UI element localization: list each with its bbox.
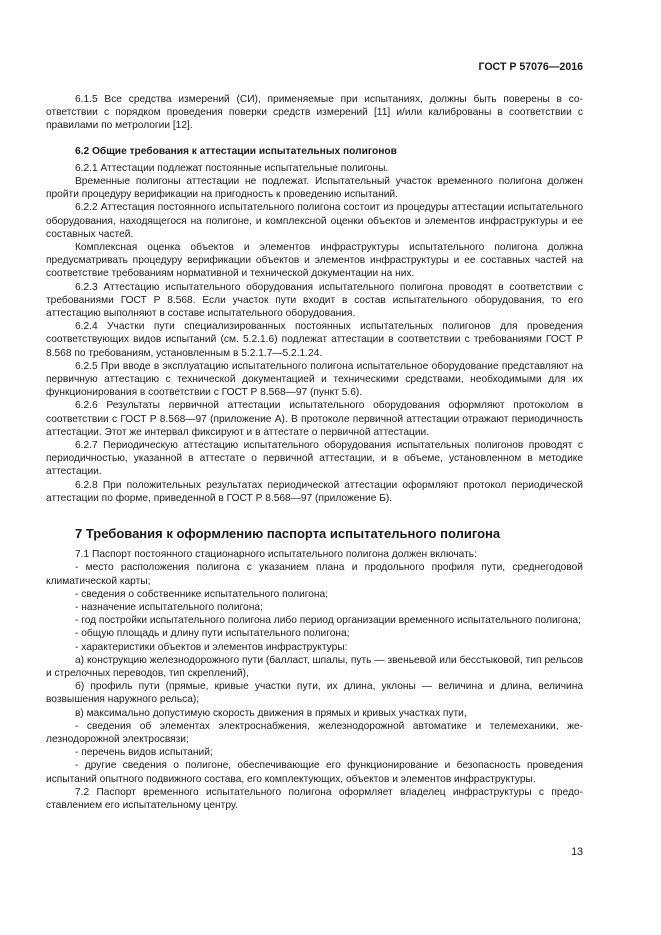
page-number: 13	[571, 846, 583, 858]
list-item: - перечень видов испытаний;	[75, 747, 213, 759]
paragraph: 6.2.1 Аттестации подлежат постоянные испытательные полигоны.	[75, 162, 389, 174]
paragraph: 6.2.7 Периодическую аттестацию испытательного оборудования испытательных полигонов проводят с периодичностью, указанной в аттестате о первичной аттестации, и в объеме, установленном в методике аттестации.	[46, 440, 583, 478]
paragraph: 6.2.5 При вводе в эксплуатацию испытательного полигона испытательное оборудование представляют на первичную аттестацию с технической документацией и техническими средствами, необходимыми для их функционирования в соответствии с ГОСТ Р 8.568—97 (пункт 5.6).	[46, 360, 583, 399]
paragraph: 6.2.6 Результаты первичной аттестации испытательного оборудования оформляют протоколом в соответствии с ГОСТ Р 8.568—97 (приложение А). В протоколе первичной аттестации отражают периодичность аттестации. Этот же интервал фиксируют и в аттестате о первичной аттестации.	[46, 400, 583, 438]
list-item: б) профиль пути (прямые, кривые участки пути, их длина, уклоны — величина и длина, величина возвышения наружного рельса);	[46, 681, 583, 706]
paragraph: 6.2.3 Аттестацию испытательного оборудования испытательного полигона проводят в соответствии с требованиями ГОСТ Р 8.568. Если участок пути входит в состав испытательного оборудования, то его аттестацию выполняют в составе испытательного оборудования.	[46, 281, 583, 320]
paragraph: 6.2.4 Участки пути специализированных постоянных испытательных полигонов для проведения соответствующих видов испытаний (см. 5.2.1.6) подлежат аттестации в соответствии с требованиями ГОСТ Р 8.568 по требованиям, установленным в 5.2.1.7—5.2.1.24.	[46, 321, 583, 359]
document-code-header: ГОСТ Р 57076—2016	[478, 61, 583, 73]
paragraph: 6.2.8 При положительных результатах периодической аттестации оформляют протокол периодической аттестации по форме, приведенной в ГОСТ Р 8.568—97 (приложение Б).	[46, 479, 583, 504]
section-7-heading: 7 Требования к оформлению паспорта испытательного полигона	[75, 526, 501, 542]
list-item: - общую площадь и длину пути испытательного полигона;	[75, 628, 350, 640]
paragraph: 7.1 Паспорт постоянного стационарного испытательного полигона должен включать:	[75, 549, 477, 561]
list-item: в) максимально допустимую скорость движения в прямых и кривых участках пути,	[75, 707, 467, 719]
paragraph: 6.2.2 Аттестация постоянного испытательного полигона состоит из процедуры аттестации испытательного оборудования, находящегося на полигоне, и комплексной оценки объектов и элементов инфраструктуры и ее составных частей.	[46, 202, 583, 240]
paragraph-6-1-5: 6.1.5 Все средства измерений (СИ), применяемые при испытаниях, должны быть поверены в соответствии с порядком проведения поверки средств измерений [11] и/или калиброваны в соответствии с правилами по метрологии [12].	[46, 94, 583, 132]
paragraph: 7.2 Паспорт временного испытательного полигона оформляет владелец инфраструктуры с предоставлением его испытательному центру.	[46, 786, 583, 811]
page-body	[46, 93, 583, 812]
list-item: а) конструкцию железнодорожного пути (балласт, шпалы, путь — звеньевой или бесстыковой, тип рельсов и стрелочных переводов, тип скреплений),	[46, 654, 583, 679]
list-item: - сведения об элементах электроснабжения, железнодорожной автоматике и телемеханики, железнодорожной электросвязи;	[46, 720, 583, 745]
paragraph: Временные полигоны аттестации не подлежат. Испытательный участок временного полигона должен пройти процедуру верификации на пригодность к проведению испытаний.	[46, 176, 583, 201]
list-item: - год постройки испытательного полигона либо период организации временного испытательного полигона;	[75, 615, 581, 627]
list-item: - другие сведения о полигоне, обеспечивающие его функционирование и безопасность проведения испытаний опытного подвижного состава, его комплектующих, объектов и элементов инфраструктуры.	[46, 760, 583, 785]
list-item: - место расположения полигона с указанием плана и продольного профиля пути, среднегодовой климатической карты;	[46, 562, 583, 587]
list-item: - характеристики объектов и элементов инфраструктуры:	[75, 641, 348, 653]
list-item: - назначение испытательного полигона;	[75, 601, 263, 613]
section-6-2-heading: 6.2 Общие требования к аттестации испытательных полигонов	[75, 145, 397, 157]
paragraph: Комплексная оценка объектов и элементов инфраструктуры испытательного полигона должна предусматривать процедуру верификации объектов и элементов инфраструктуры и ее составных частей на соответствие требованиям нормативной и технической документации на них.	[46, 242, 583, 280]
list-item: - сведения о собственнике испытательного полигона;	[75, 588, 329, 600]
